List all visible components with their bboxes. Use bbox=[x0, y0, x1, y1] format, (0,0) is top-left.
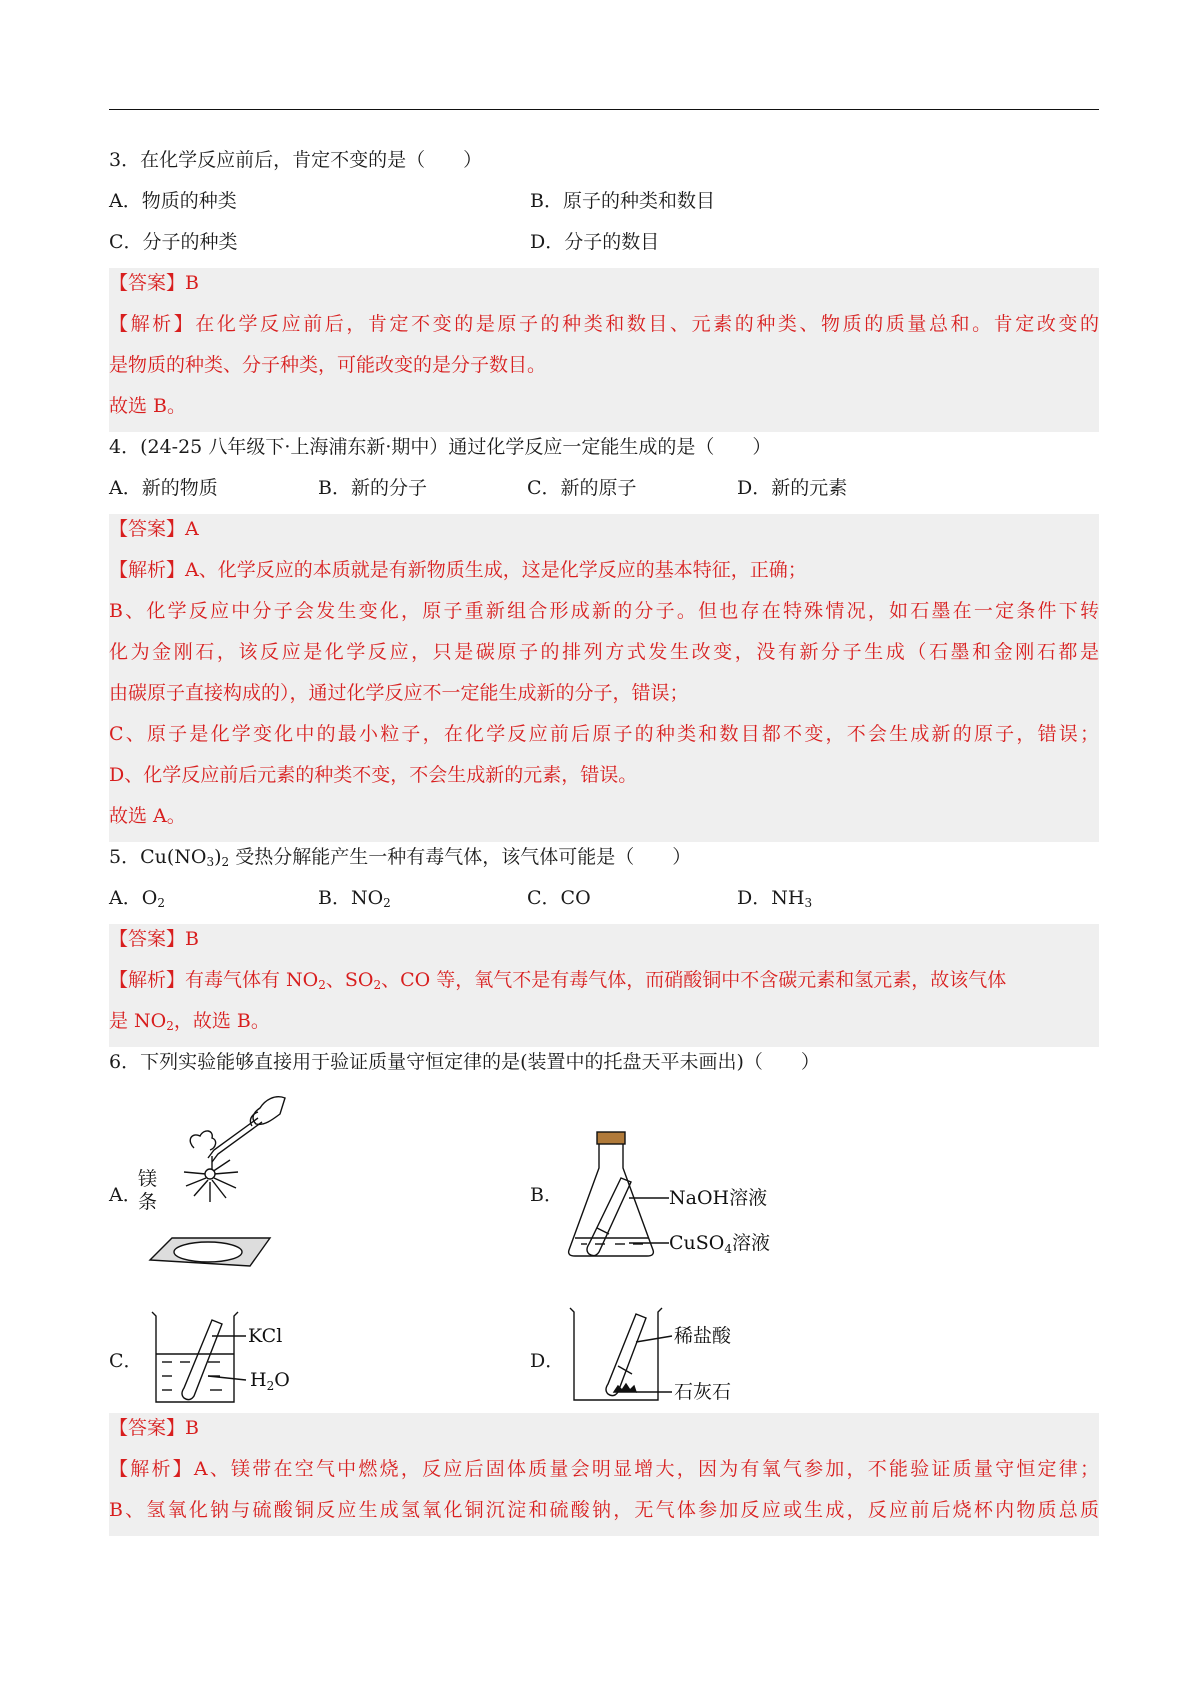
q3-analysis-line: 故选 B。 bbox=[109, 395, 187, 417]
q6-figure-c-text: KCl bbox=[248, 1325, 283, 1347]
q4-option-c: C．新的原子 bbox=[527, 477, 637, 499]
q3-option-c: C．分子的种类 bbox=[109, 231, 238, 253]
q6-figure-d-label: D． bbox=[530, 1350, 565, 1372]
q4-analysis-line: 故选 A。 bbox=[109, 805, 186, 827]
q5-option-b: B．$NO_2$ bbox=[318, 887, 391, 910]
q6-figure-c-label: C． bbox=[109, 1350, 143, 1372]
q4-analysis-line: B、化学反应中分子会发生变化，原子重新组合形成新的分子。但也存在特殊情况，如石墨在一定条件下转 bbox=[109, 600, 1099, 622]
q6-figure-d-text: 石灰石 bbox=[674, 1381, 732, 1403]
q5-stem: 5．$Cu(NO_3)_2$ 受热分解能产生一种有毒气体，该气体可能是（ ） bbox=[109, 846, 692, 869]
q6-figure-a-text: 条 bbox=[138, 1191, 158, 1213]
q6-figure-b-text: NaOH溶液 bbox=[669, 1187, 768, 1209]
q6-figure-a-text: 镁 bbox=[138, 1168, 158, 1190]
q4-analysis-line: 化为金刚石，该反应是化学反应，只是碳原子的排列方式发生改变，没有新分子生成（石墨和金刚石都是 bbox=[109, 641, 1099, 663]
q6-figure-b-label: B． bbox=[530, 1184, 563, 1206]
q3-stem: 3．在化学反应前后，肯定不变的是（ ） bbox=[109, 149, 483, 171]
q4-option-d: D．新的元素 bbox=[737, 477, 848, 499]
q5-option-d: D．$NH_3$ bbox=[737, 887, 813, 910]
q3-option-a: A．物质的种类 bbox=[109, 190, 237, 212]
q4-analysis-line: D、化学反应前后元素的种类不变，不会生成新的元素，错误。 bbox=[109, 764, 638, 786]
q3-answer: 【答案】B bbox=[109, 272, 199, 294]
q6-figure-b-flask bbox=[565, 1128, 795, 1268]
q4-stem: 4．(24-25 八年级下·上海浦东新·期中）通过化学反应一定能生成的是（ ） bbox=[109, 436, 772, 458]
q5-analysis-line: 【解析】有毒气体有 $NO_2$、$SO_2$、CO 等，氧气不是有毒气体，而硝酸铜中不含碳元素和氢元素，故该气体 bbox=[109, 969, 1007, 992]
q4-option-b: B．新的分子 bbox=[318, 477, 427, 499]
q3-analysis-line: 【解析】在化学反应前后，肯定不变的是原子的种类和数目、元素的种类、物质的质量总和。肯定改变的 bbox=[109, 313, 1099, 335]
q6-analysis-line: B、氢氧化钠与硫酸铜反应生成氢氧化铜沉淀和硫酸钠，无气体参加反应或生成，反应前后烧杯内物质总质 bbox=[109, 1499, 1099, 1521]
q5-option-c: C．CO bbox=[527, 887, 591, 909]
q6-answer: 【答案】B bbox=[109, 1417, 199, 1439]
q6-figure-d-beaker bbox=[568, 1306, 768, 1406]
q6-figure-a-magnesium-burning bbox=[140, 1090, 290, 1290]
q4-answer: 【答案】A bbox=[109, 518, 199, 540]
q6-stem: 6．下列实验能够直接用于验证质量守恒定律的是(装置中的托盘天平未画出)（ ） bbox=[109, 1051, 820, 1073]
q6-figure-b-text: CuSO$_4$溶液 bbox=[669, 1232, 771, 1256]
q6-figure-c-beaker bbox=[150, 1310, 300, 1410]
q4-analysis-line: 由碳原子直接构成的），通过化学反应不一定能生成新的分子，错误； bbox=[109, 682, 689, 704]
q5-answer: 【答案】B bbox=[109, 928, 199, 950]
header-rule bbox=[109, 109, 1099, 110]
q5-analysis-line: 是 $NO_2$，故选 B。 bbox=[109, 1010, 270, 1033]
q4-analysis-line: 【解析】A、化学反应的本质就是有新物质生成，这是化学反应的基本特征，正确； bbox=[109, 559, 807, 581]
q5-option-a: A．$O_2$ bbox=[109, 887, 165, 910]
q3-analysis-line: 是物质的种类、分子种类，可能改变的是分子数目。 bbox=[109, 354, 547, 376]
q6-figure-c-text: $H_2O$ bbox=[250, 1369, 290, 1393]
q3-option-b: B．原子的种类和数目 bbox=[530, 190, 715, 212]
q6-analysis-line: 【解析】A、镁带在空气中燃烧，反应后固体质量会明显增大，因为有氧气参加，不能验证质量守恒定律； bbox=[109, 1458, 1099, 1480]
q4-option-a: A．新的物质 bbox=[109, 477, 218, 499]
q4-analysis-line: C、原子是化学变化中的最小粒子，在化学反应前后原子的种类和数目都不变，不会生成新的原子，错误； bbox=[109, 723, 1099, 745]
q6-figure-a-label: A． bbox=[109, 1184, 142, 1206]
q3-option-d: D．分子的数目 bbox=[530, 231, 660, 253]
q6-figure-d-text: 稀盐酸 bbox=[674, 1325, 732, 1347]
